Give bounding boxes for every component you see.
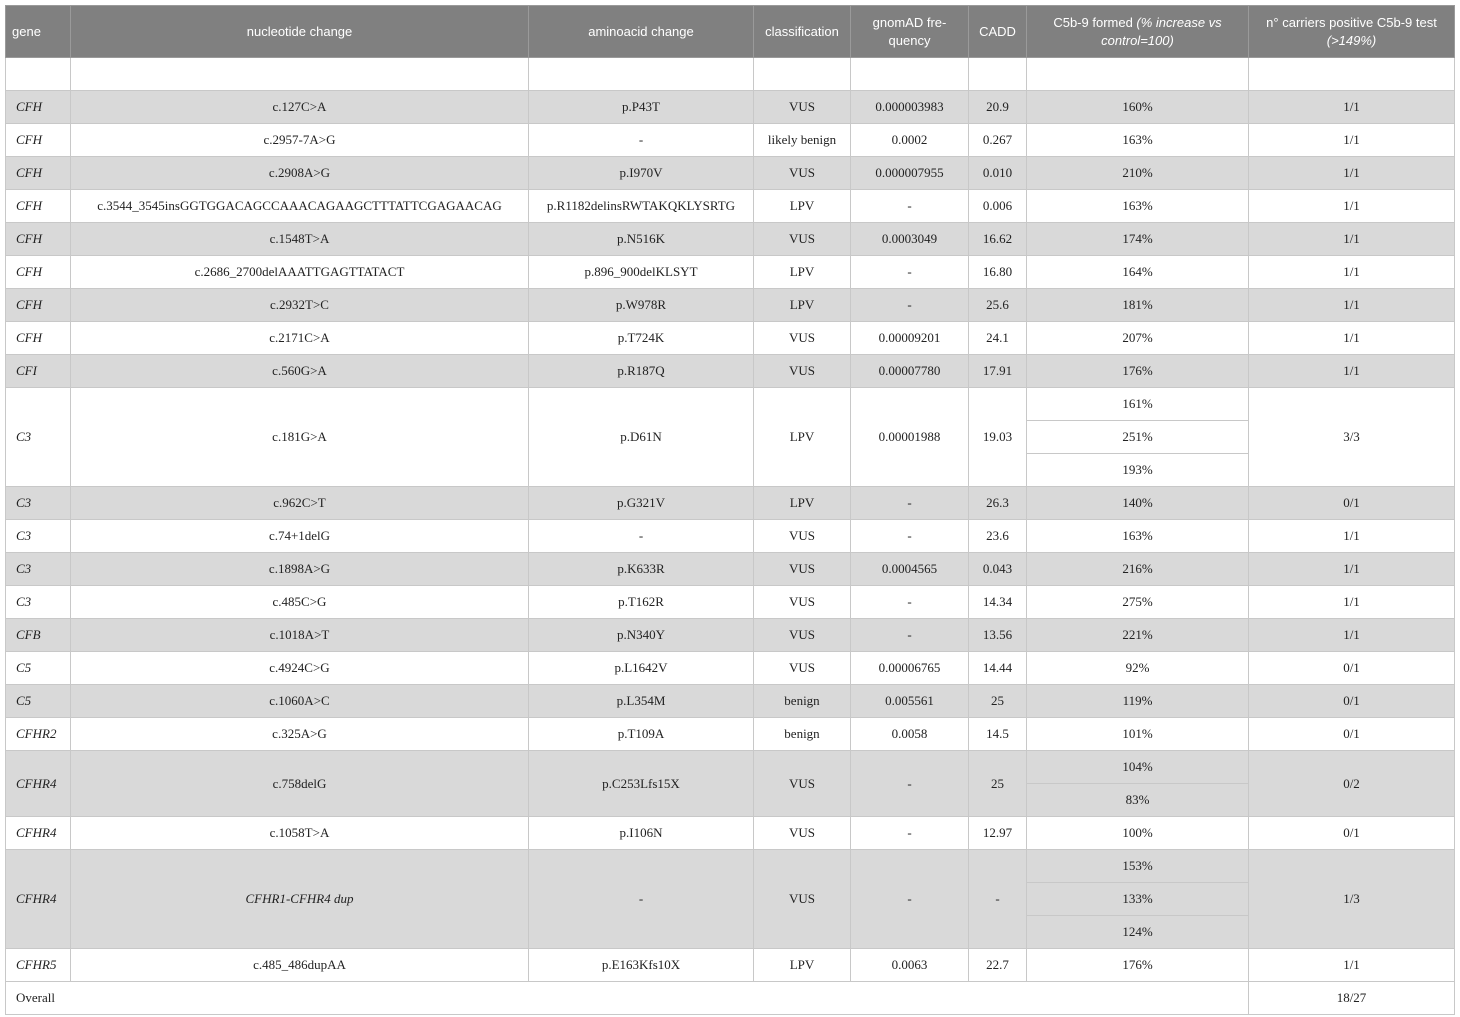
table-row (6, 817, 1455, 850)
c5b9-value-cell: 83% (1027, 784, 1249, 817)
nucleotide-change-cell: c.485C>G (71, 586, 529, 619)
gnomad-frequency-cell: 0.0058 (851, 718, 969, 751)
aminoacid-change-cell: p.I106N (529, 817, 754, 850)
classification-cell: VUS (754, 751, 851, 817)
c5b9-value-cell: 221% (1027, 619, 1249, 652)
classification-cell: VUS (754, 322, 851, 355)
classification-cell: VUS (754, 355, 851, 388)
c5b9-value-cell: 176% (1027, 949, 1249, 982)
aminoacid-change-cell: - (529, 124, 754, 157)
carriers-positive-cell: 1/1 (1249, 949, 1455, 982)
table-row (6, 751, 1455, 784)
nucleotide-change-cell: c.3544_3545insGGTGGACAGCCAAACAGAAGCTTTATTCGAGAACAG (71, 190, 529, 223)
header-gnomad-frequency: gnomAD fre-quency (851, 6, 969, 58)
cadd-cell: 12.97 (969, 817, 1027, 850)
aminoacid-change-cell: p.I970V (529, 157, 754, 190)
aminoacid-change-cell: p.E163Kfs10X (529, 949, 754, 982)
aminoacid-change-cell: p.N340Y (529, 619, 754, 652)
carriers-positive-cell: 0/1 (1249, 652, 1455, 685)
classification-cell: likely benign (754, 124, 851, 157)
c5b9-value-cell: 101% (1027, 718, 1249, 751)
gnomad-frequency-cell: - (851, 817, 969, 850)
header-carriers-positive (1249, 6, 1455, 58)
cadd-cell: 17.91 (969, 355, 1027, 388)
empty-cell (1249, 58, 1455, 91)
c5b9-value-cell: 92% (1027, 652, 1249, 685)
header-c5b9-formed (1027, 6, 1249, 58)
c5b9-value-cell: 161% (1027, 388, 1249, 421)
cadd-cell: 13.56 (969, 619, 1027, 652)
gnomad-frequency-cell: 0.000003983 (851, 91, 969, 124)
carriers-positive-cell: 1/1 (1249, 619, 1455, 652)
nucleotide-change-cell: CFHR1-CFHR4 dup (71, 850, 529, 949)
table-row (6, 355, 1455, 388)
variants-table (5, 5, 1455, 1015)
c5b9-value-cell: 100% (1027, 817, 1249, 850)
table-row (6, 322, 1455, 355)
carriers-positive-cell: 1/1 (1249, 124, 1455, 157)
nucleotide-change-cell: c.4924C>G (71, 652, 529, 685)
cadd-cell: 25.6 (969, 289, 1027, 322)
classification-cell: VUS (754, 157, 851, 190)
carriers-positive-cell: 1/1 (1249, 223, 1455, 256)
carriers-positive-cell: 1/1 (1249, 322, 1455, 355)
aminoacid-change-cell: p.896_900delKLSYT (529, 256, 754, 289)
c5b9-value-cell: 181% (1027, 289, 1249, 322)
c5b9-value-cell: 176% (1027, 355, 1249, 388)
table-row (6, 91, 1455, 124)
carriers-positive-cell: 1/1 (1249, 256, 1455, 289)
overall-value: 18/27 (1249, 982, 1455, 1015)
c5b9-value-cell: 119% (1027, 685, 1249, 718)
header-gene: gene (6, 6, 71, 58)
classification-cell: VUS (754, 817, 851, 850)
table-row (6, 190, 1455, 223)
gene-cell: C3 (6, 487, 71, 520)
classification-cell: LPV (754, 949, 851, 982)
gnomad-frequency-cell: - (851, 850, 969, 949)
c5b9-value-cell: 163% (1027, 520, 1249, 553)
carriers-positive-cell: 1/1 (1249, 355, 1455, 388)
c5b9-value-cell: 104% (1027, 751, 1249, 784)
carriers-positive-cell: 3/3 (1249, 388, 1455, 487)
classification-cell: LPV (754, 190, 851, 223)
c5b9-value-cell: 193% (1027, 454, 1249, 487)
nucleotide-change-cell: c.1898A>G (71, 553, 529, 586)
cadd-cell: 24.1 (969, 322, 1027, 355)
classification-cell: LPV (754, 388, 851, 487)
nucleotide-change-cell: c.560G>A (71, 355, 529, 388)
carriers-positive-cell: 1/1 (1249, 586, 1455, 619)
aminoacid-change-cell: p.D61N (529, 388, 754, 487)
header-row (6, 6, 1455, 58)
table-row (6, 124, 1455, 157)
header-classification: classification (754, 6, 851, 58)
empty-row (6, 58, 1455, 91)
carriers-positive-cell: 1/1 (1249, 553, 1455, 586)
aminoacid-change-cell: p.G321V (529, 487, 754, 520)
classification-cell: benign (754, 685, 851, 718)
gnomad-frequency-cell: 0.00007780 (851, 355, 969, 388)
cadd-cell: 25 (969, 685, 1027, 718)
gene-cell: C5 (6, 685, 71, 718)
c5b9-value-cell: 164% (1027, 256, 1249, 289)
gene-cell: CFHR2 (6, 718, 71, 751)
carriers-positive-cell: 1/1 (1249, 157, 1455, 190)
table-row (6, 619, 1455, 652)
cadd-cell: 0.043 (969, 553, 1027, 586)
gene-cell: CFH (6, 223, 71, 256)
gene-cell: CFH (6, 289, 71, 322)
empty-cell (754, 58, 851, 91)
nucleotide-change-cell: c.962C>T (71, 487, 529, 520)
c5b9-value-cell: 216% (1027, 553, 1249, 586)
c5b9-value-cell: 207% (1027, 322, 1249, 355)
gene-cell: CFH (6, 322, 71, 355)
aminoacid-change-cell: p.W978R (529, 289, 754, 322)
aminoacid-change-cell: p.T162R (529, 586, 754, 619)
overall-row (6, 982, 1455, 1015)
table-row (6, 949, 1455, 982)
table-row (6, 256, 1455, 289)
aminoacid-change-cell: p.R187Q (529, 355, 754, 388)
gnomad-frequency-cell: 0.0003049 (851, 223, 969, 256)
gene-cell: CFH (6, 256, 71, 289)
aminoacid-change-cell: p.C253Lfs15X (529, 751, 754, 817)
gnomad-frequency-cell: - (851, 751, 969, 817)
table-row (6, 652, 1455, 685)
aminoacid-change-cell: p.L354M (529, 685, 754, 718)
gene-cell: CFHR4 (6, 817, 71, 850)
empty-cell (6, 58, 71, 91)
cadd-cell: 22.7 (969, 949, 1027, 982)
nucleotide-change-cell: c.2171C>A (71, 322, 529, 355)
gene-cell: C3 (6, 388, 71, 487)
cadd-cell: 16.80 (969, 256, 1027, 289)
gnomad-frequency-cell: 0.00006765 (851, 652, 969, 685)
gnomad-frequency-cell: - (851, 586, 969, 619)
carriers-positive-cell: 0/1 (1249, 817, 1455, 850)
gene-cell: C3 (6, 520, 71, 553)
gene-cell: CFB (6, 619, 71, 652)
nucleotide-change-cell: c.2686_2700delAAATTGAGTTATACT (71, 256, 529, 289)
nucleotide-change-cell: c.2957-7A>G (71, 124, 529, 157)
aminoacid-change-cell: p.K633R (529, 553, 754, 586)
gnomad-frequency-cell: - (851, 487, 969, 520)
table-row (6, 553, 1455, 586)
cadd-cell: - (969, 850, 1027, 949)
c5b9-value-cell: 251% (1027, 421, 1249, 454)
gnomad-frequency-cell: 0.005561 (851, 685, 969, 718)
carriers-positive-cell: 0/1 (1249, 718, 1455, 751)
nucleotide-change-cell: c.758delG (71, 751, 529, 817)
carriers-positive-cell: 0/1 (1249, 487, 1455, 520)
classification-cell: LPV (754, 289, 851, 322)
cadd-cell: 0.267 (969, 124, 1027, 157)
nucleotide-change-cell: c.1018A>T (71, 619, 529, 652)
aminoacid-change-cell: p.N516K (529, 223, 754, 256)
gnomad-frequency-cell: 0.00009201 (851, 322, 969, 355)
table-row (6, 289, 1455, 322)
table-row (6, 718, 1455, 751)
aminoacid-change-cell: p.R1182delinsRWTAKQKLYSRTG (529, 190, 754, 223)
aminoacid-change-cell: p.T109A (529, 718, 754, 751)
nucleotide-change-cell: c.127C>A (71, 91, 529, 124)
classification-cell: VUS (754, 652, 851, 685)
table-row (6, 850, 1455, 883)
cadd-cell: 19.03 (969, 388, 1027, 487)
cadd-cell: 25 (969, 751, 1027, 817)
carriers-positive-cell: 1/3 (1249, 850, 1455, 949)
carriers-positive-cell: 0/2 (1249, 751, 1455, 817)
gene-cell: CFHR4 (6, 850, 71, 949)
gene-cell: C5 (6, 652, 71, 685)
gene-cell: C3 (6, 586, 71, 619)
nucleotide-change-cell: c.1058T>A (71, 817, 529, 850)
header-carriers-main: n° carriers positive C5b-9 test (1266, 14, 1437, 30)
carriers-positive-cell: 1/1 (1249, 289, 1455, 322)
gene-cell: CFHR4 (6, 751, 71, 817)
gene-cell: C3 (6, 553, 71, 586)
classification-cell: VUS (754, 586, 851, 619)
header-carriers-note: (>149%) (1326, 32, 1377, 48)
gnomad-frequency-cell: - (851, 190, 969, 223)
c5b9-value-cell: 140% (1027, 487, 1249, 520)
cadd-cell: 14.44 (969, 652, 1027, 685)
gnomad-frequency-cell: 0.0002 (851, 124, 969, 157)
cadd-cell: 26.3 (969, 487, 1027, 520)
empty-cell (969, 58, 1027, 91)
gene-cell: CFH (6, 91, 71, 124)
nucleotide-change-cell: c.2932T>C (71, 289, 529, 322)
gnomad-frequency-cell: - (851, 256, 969, 289)
c5b9-value-cell: 163% (1027, 190, 1249, 223)
table-row (6, 520, 1455, 553)
header-nucleotide-change: nucleotide change (71, 6, 529, 58)
classification-cell: LPV (754, 487, 851, 520)
nucleotide-change-cell: c.2908A>G (71, 157, 529, 190)
aminoacid-change-cell: p.P43T (529, 91, 754, 124)
carriers-positive-cell: 1/1 (1249, 520, 1455, 553)
c5b9-value-cell: 124% (1027, 916, 1249, 949)
classification-cell: benign (754, 718, 851, 751)
c5b9-value-cell: 275% (1027, 586, 1249, 619)
aminoacid-change-cell: - (529, 520, 754, 553)
empty-cell (529, 58, 754, 91)
header-cadd: CADD (969, 6, 1027, 58)
header-c5b9-main: C5b-9 formed (1053, 14, 1137, 30)
table-row (6, 586, 1455, 619)
c5b9-value-cell: 133% (1027, 883, 1249, 916)
empty-cell (851, 58, 969, 91)
cadd-cell: 23.6 (969, 520, 1027, 553)
c5b9-value-cell: 210% (1027, 157, 1249, 190)
gnomad-frequency-cell: - (851, 289, 969, 322)
table-row (6, 157, 1455, 190)
classification-cell: VUS (754, 223, 851, 256)
gnomad-frequency-cell: 0.000007955 (851, 157, 969, 190)
header-c5b9-note: (% increase vs control=100) (1101, 14, 1222, 48)
empty-cell (71, 58, 529, 91)
aminoacid-change-cell: - (529, 850, 754, 949)
c5b9-value-cell: 160% (1027, 91, 1249, 124)
nucleotide-change-cell: c.1060A>C (71, 685, 529, 718)
gene-cell: CFH (6, 157, 71, 190)
carriers-positive-cell: 0/1 (1249, 685, 1455, 718)
nucleotide-change-cell: c.181G>A (71, 388, 529, 487)
gene-cell: CFI (6, 355, 71, 388)
empty-cell (1027, 58, 1249, 91)
classification-cell: LPV (754, 256, 851, 289)
c5b9-value-cell: 174% (1027, 223, 1249, 256)
cadd-cell: 20.9 (969, 91, 1027, 124)
table-row (6, 685, 1455, 718)
classification-cell: VUS (754, 619, 851, 652)
nucleotide-change-cell: c.1548T>A (71, 223, 529, 256)
aminoacid-change-cell: p.L1642V (529, 652, 754, 685)
cadd-cell: 14.34 (969, 586, 1027, 619)
nucleotide-change-cell: c.74+1delG (71, 520, 529, 553)
gnomad-frequency-cell: 0.00001988 (851, 388, 969, 487)
nucleotide-change-cell: c.485_486dupAA (71, 949, 529, 982)
header-aminoacid-change: aminoacid change (529, 6, 754, 58)
carriers-positive-cell: 1/1 (1249, 91, 1455, 124)
gnomad-frequency-cell: 0.0063 (851, 949, 969, 982)
gnomad-frequency-cell: - (851, 520, 969, 553)
table-row (6, 388, 1455, 421)
cadd-cell: 14.5 (969, 718, 1027, 751)
carriers-positive-cell: 1/1 (1249, 190, 1455, 223)
gnomad-frequency-cell: 0.0004565 (851, 553, 969, 586)
overall-label: Overall (6, 982, 1249, 1015)
cadd-cell: 0.010 (969, 157, 1027, 190)
gene-cell: CFH (6, 124, 71, 157)
cadd-cell: 16.62 (969, 223, 1027, 256)
classification-cell: VUS (754, 553, 851, 586)
table-row (6, 223, 1455, 256)
nucleotide-change-cell: c.325A>G (71, 718, 529, 751)
aminoacid-change-cell: p.T724K (529, 322, 754, 355)
c5b9-value-cell: 153% (1027, 850, 1249, 883)
classification-cell: VUS (754, 520, 851, 553)
table-row (6, 487, 1455, 520)
gene-cell: CFH (6, 190, 71, 223)
gnomad-frequency-cell: - (851, 619, 969, 652)
classification-cell: VUS (754, 91, 851, 124)
c5b9-value-cell: 163% (1027, 124, 1249, 157)
classification-cell: VUS (754, 850, 851, 949)
cadd-cell: 0.006 (969, 190, 1027, 223)
table-body (6, 58, 1455, 1015)
gene-cell: CFHR5 (6, 949, 71, 982)
